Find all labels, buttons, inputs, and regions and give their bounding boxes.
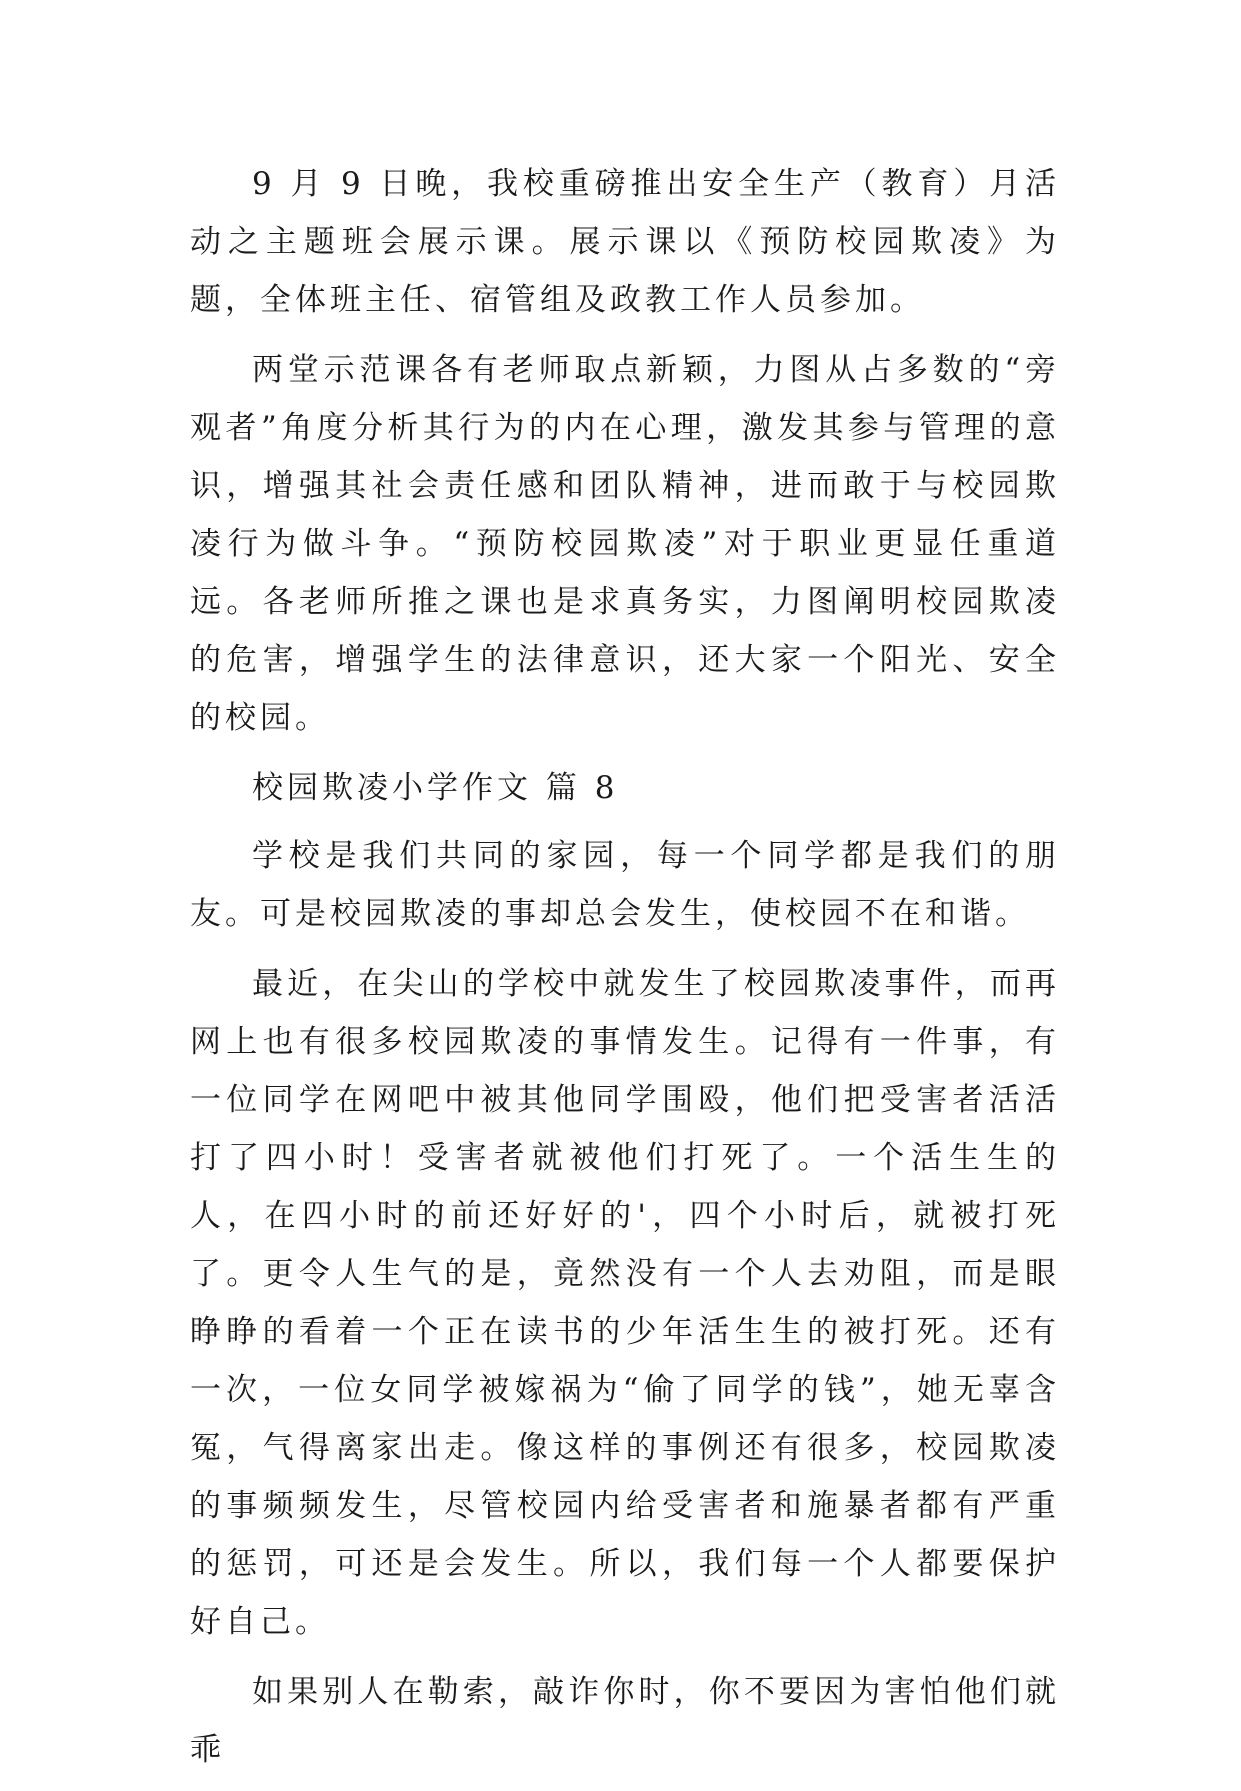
- paragraph-1: 9 月 9 日晚，我校重磅推出安全生产（教育）月活动之主题班会展示课。展示课以《预防校园欺凌》为题，全体班主任、宿管组及政教工作人员参加。: [190, 166, 1060, 318]
- paragraph-4: 最近，在尖山的学校中就发生了校园欺凌事件，而再网上也有很多校园欺凌的事情发生。记得有一件事，有一位同学在网吧中被其他同学围殴，他们把受害者活活打了四小时！受害者就被他们打死了。一个活生生的人，在四小时的前还好好的'，四个小时后，就被打死了。更令人生气的是，竟然没有一个人去劝阻，而是眼睁睁的看着一个正在读书的少年活生生的被打死。还有一次，一位女同学被嫁祸为“偷了同学的钱”，她无辜含冤，气得离家出走。像这样的事例还有很多，校园欺凌的事频频发生，尽管校园内给受害者和施暴者都有严重的惩罚，可还是会发生。所以，我们每一个人都要保护好自己。: [190, 966, 1060, 1640]
- document-body: [190, 155, 1060, 1791]
- section-heading: 校园欺凌小学作文 篇 8: [252, 770, 619, 806]
- paragraph-3: 学校是我们共同的家园，每一个同学都是我们的朋友。可是校园欺凌的事却总会发生，使校园不在和谐。: [190, 838, 1060, 932]
- paragraph-5: 如果别人在勒索，敲诈你时，你不要因为害怕他们就乖: [190, 1674, 1060, 1768]
- paragraph-2: 两堂示范课各有老师取点新颖，力图从占多数的“旁观者”角度分析其行为的内在心理，激发其参与管理的意识，增强其社会责任感和团队精神，进而敢于与校园欺凌行为做斗争。“预防校园欺凌”对于职业更显任重道远。各老师所推之课也是求真务实，力图阐明校园欺凌的危害，增强学生的法律意识，还大家一个阳光、安全的校园。: [190, 352, 1060, 736]
